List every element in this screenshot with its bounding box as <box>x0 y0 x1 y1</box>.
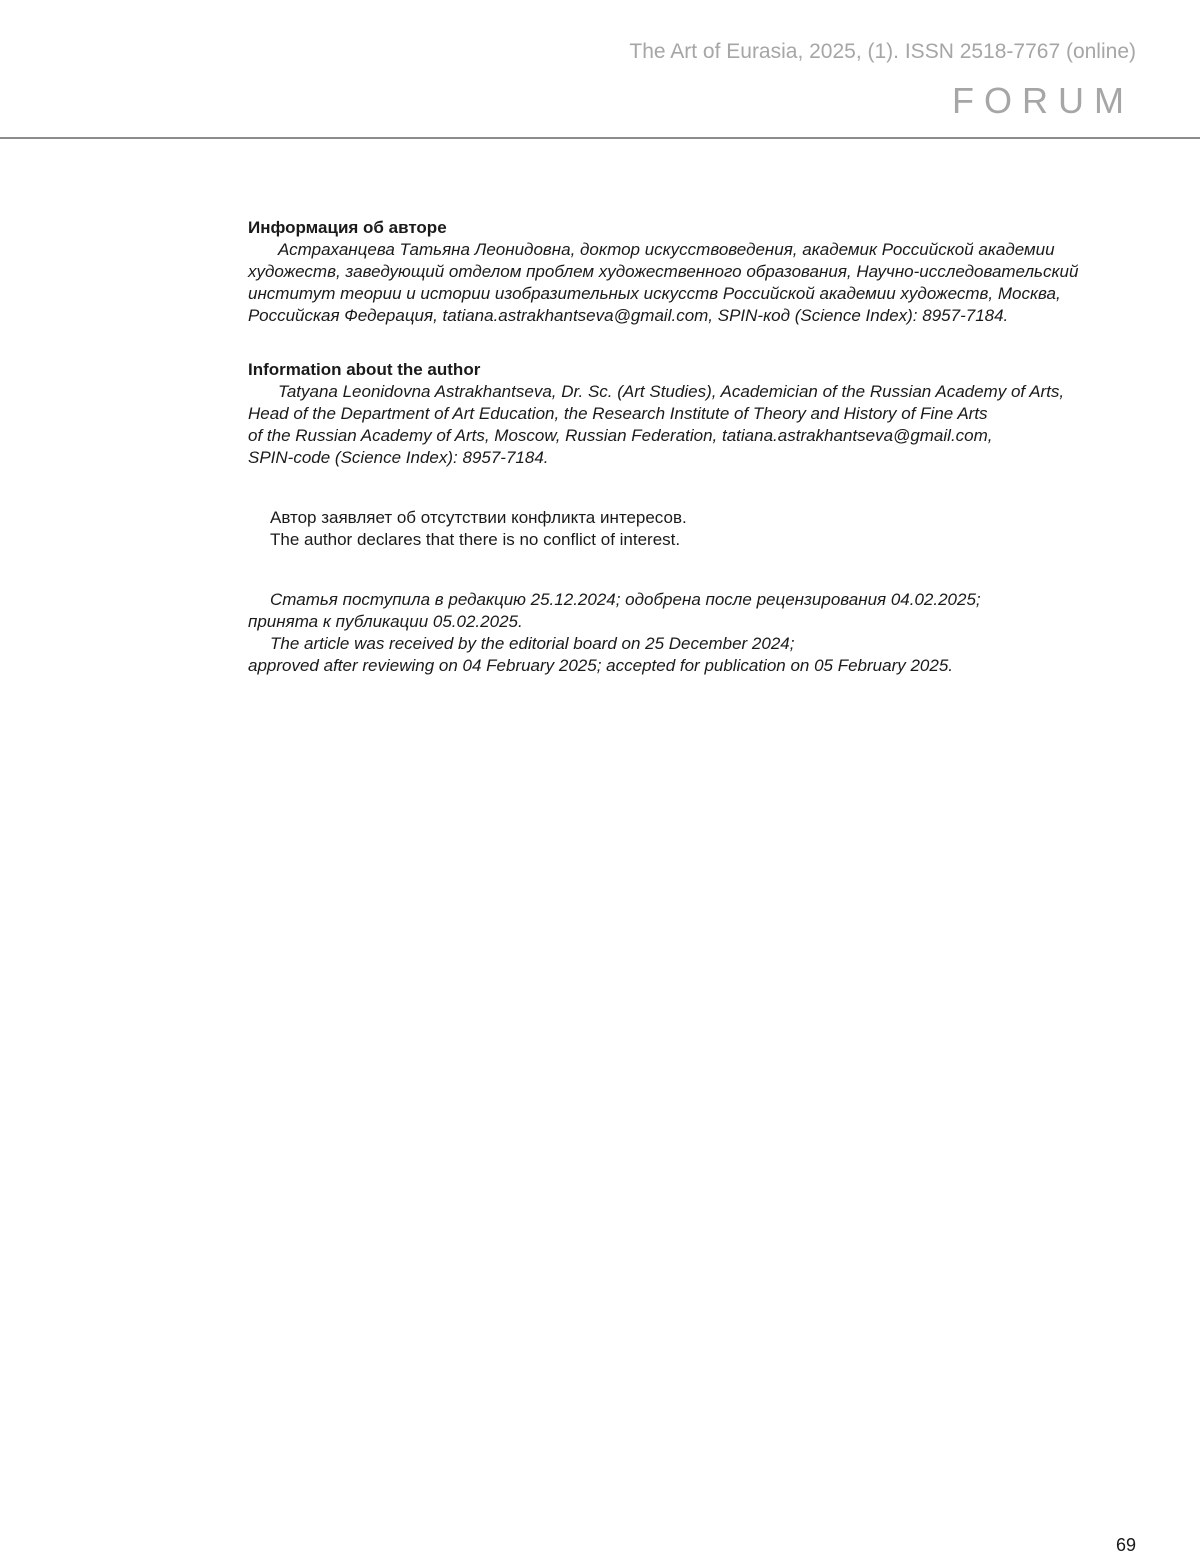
author-info-en-line: of the Russian Academy of Arts, Moscow, Russian Federation, tatiana.astrakhantseva@gmail.com, <box>248 426 993 445</box>
author-info-en-line: SPIN-code (Science Index): 8957-7184. <box>248 448 549 467</box>
author-info-ru-line: художеств, заведующий отделом проблем художественного образования, Научно-исследовательский <box>248 262 1079 281</box>
dates-en-line: The article was received by the editorial board on 25 December 2024; <box>270 634 795 653</box>
author-info-ru-line: институт теории и истории изобразительных искусств Российской академии художеств, Москва, <box>248 284 1061 303</box>
conflict-statement-en: The author declares that there is no conflict of interest. <box>270 530 681 549</box>
author-info-ru-body <box>248 239 1148 327</box>
header-divider <box>0 137 1200 139</box>
journal-citation: The Art of Eurasia, 2025, (1). ISSN 2518-7767 (online) <box>629 40 1136 63</box>
article-dates <box>248 589 1148 677</box>
conflict-of-interest <box>248 507 1148 551</box>
section-name: FORUM <box>952 80 1134 121</box>
author-info-en-line: Head of the Department of Art Education, the Research Institute of Theory and History of Fine Arts <box>248 404 988 423</box>
author-info-ru-title: Информация об авторе <box>248 218 447 237</box>
dates-en <box>248 633 1148 677</box>
dates-ru-line: принята к публикации 05.02.2025. <box>248 612 523 631</box>
dates-ru <box>248 589 1148 633</box>
article-content <box>248 217 1148 677</box>
page-number: 69 <box>1115 1535 1136 1555</box>
dates-en-line: approved after reviewing on 04 February 2025; accepted for publication on 05 February 2025. <box>248 656 954 675</box>
dates-ru-line: Статья поступила в редакцию 25.12.2024; одобрена после рецензирования 04.02.2025; <box>270 590 981 609</box>
author-info-en-body <box>248 381 1148 469</box>
conflict-statement-ru: Автор заявляет об отсутствии конфликта интересов. <box>270 508 687 527</box>
author-info-ru-line: Астраханцева Татьяна Леонидовна, доктор искусствоведения, академик Российской академии <box>278 240 1055 259</box>
author-info-en-line: Tatyana Leonidovna Astrakhantseva, Dr. Sc. (Art Studies), Academician of the Russian Academy of Arts, <box>278 382 1065 401</box>
author-info-ru <box>248 217 1148 327</box>
author-info-ru-line: Российская Федерация, tatiana.astrakhantseva@gmail.com, SPIN-код (Science Index): 8957-7184. <box>248 306 1009 325</box>
author-info-en <box>248 359 1148 469</box>
author-info-en-title: Information about the author <box>248 360 481 379</box>
